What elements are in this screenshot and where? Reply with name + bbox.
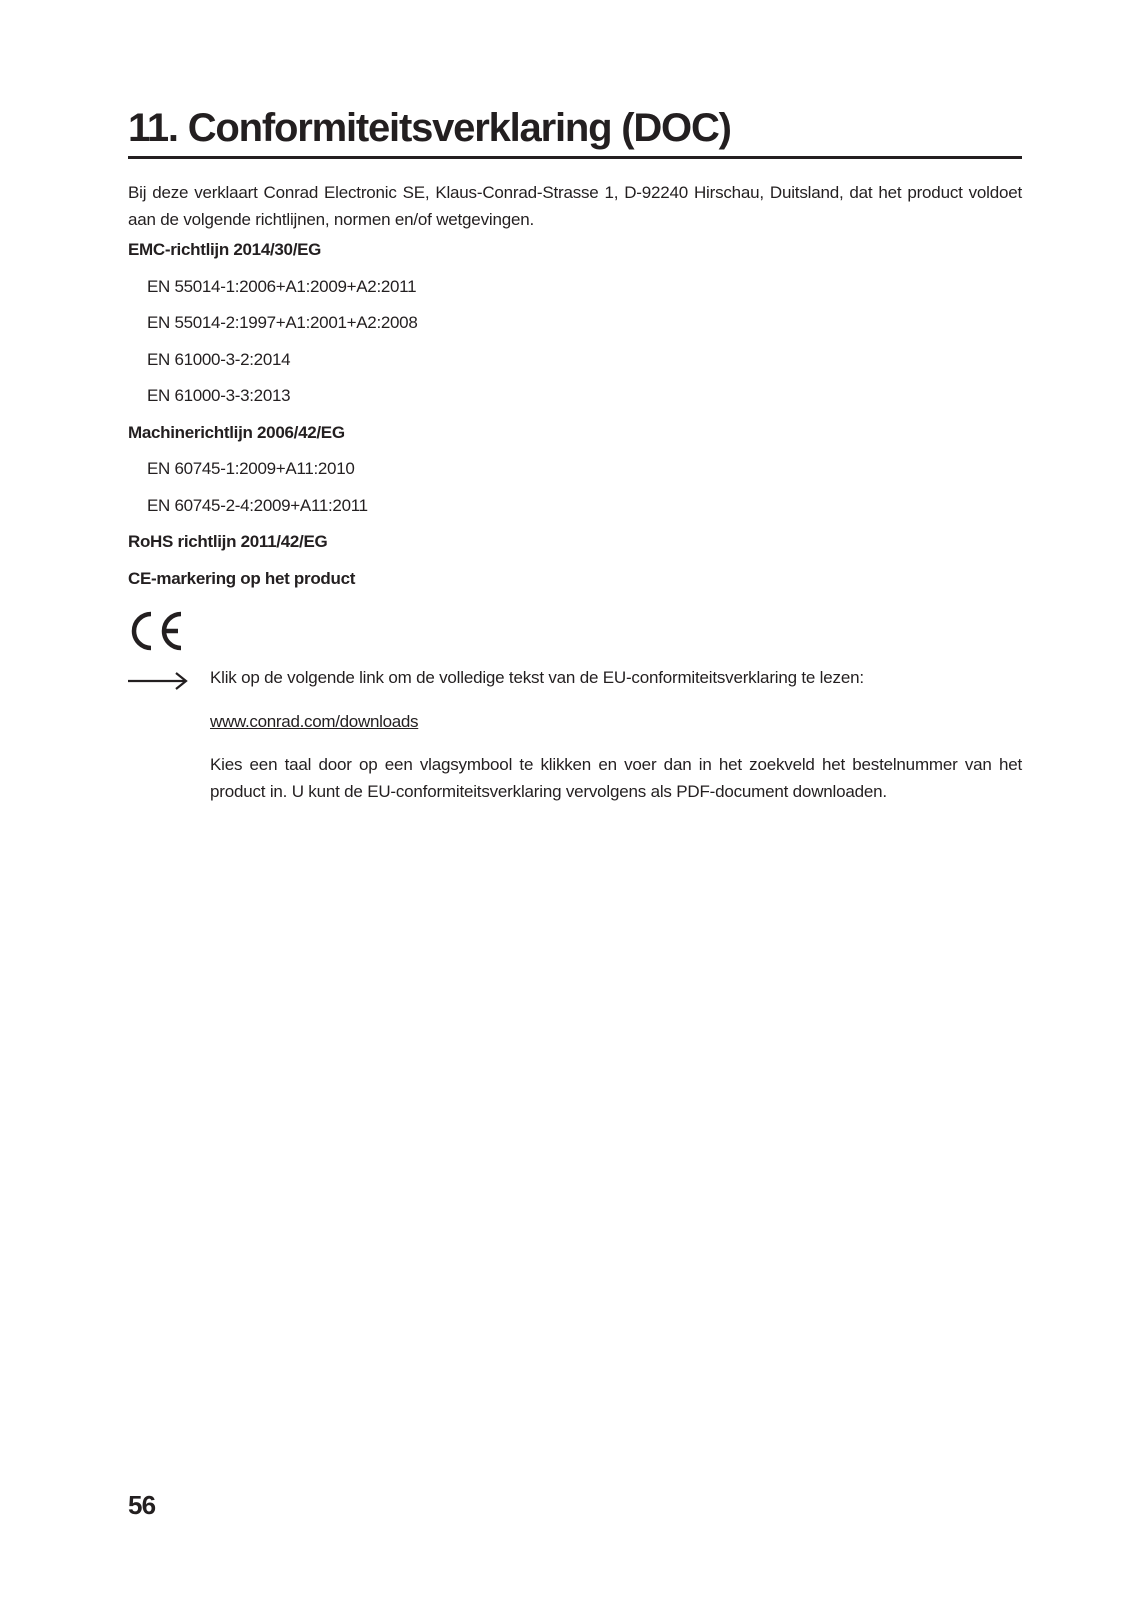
intro-paragraph: Bij deze verklaart Conrad Electronic SE, Klaus-Conrad-Strasse 1, D-92240 Hirschau, Duitsland, dat het product voldoet aan de volgende richtlijnen, normen en/of wetgevingen. bbox=[128, 183, 1022, 229]
ce-mark-icon bbox=[128, 610, 186, 652]
section-heading-rohs: RoHS richtlijn 2011/42/EG bbox=[128, 532, 328, 551]
standard-item: EN 61000-3-2:2014 bbox=[147, 350, 291, 369]
instructions-paragraph: Kies een taal door op een vlagsymbool te klikken en voer dan in het zoekveld het bestelnummer van het product in. U kunt de EU-conformiteitsverklaring vervolgens als PDF-document downloaden. bbox=[210, 755, 1022, 801]
page-number: 56 bbox=[128, 1490, 156, 1520]
downloads-link[interactable]: www.conrad.com/downloads bbox=[210, 712, 419, 731]
standard-item: EN 60745-2-4:2009+A11:2011 bbox=[147, 496, 368, 515]
section-heading-machine: Machinerichtlijn 2006/42/EG bbox=[128, 423, 345, 442]
standard-item: EN 61000-3-3:2013 bbox=[147, 386, 291, 405]
document-page bbox=[128, 0, 1022, 1601]
standard-item: EN 55014-1:2006+A1:2009+A2:2011 bbox=[147, 277, 417, 296]
arrow-right-icon bbox=[128, 671, 190, 691]
page-title: 11. Conformiteitsverklaring (DOC) bbox=[128, 102, 1022, 159]
section-heading-ce: CE-markering op het product bbox=[128, 569, 356, 588]
standard-item: EN 55014-2:1997+A1:2001+A2:2008 bbox=[147, 313, 418, 332]
standard-item: EN 60745-1:2009+A11:2010 bbox=[147, 459, 355, 478]
link-intro-text: Klik op de volgende link om de volledige tekst van de EU-conformiteitsverklaring te lezen: bbox=[210, 668, 864, 687]
section-heading-emc: EMC-richtlijn 2014/30/EG bbox=[128, 240, 322, 259]
